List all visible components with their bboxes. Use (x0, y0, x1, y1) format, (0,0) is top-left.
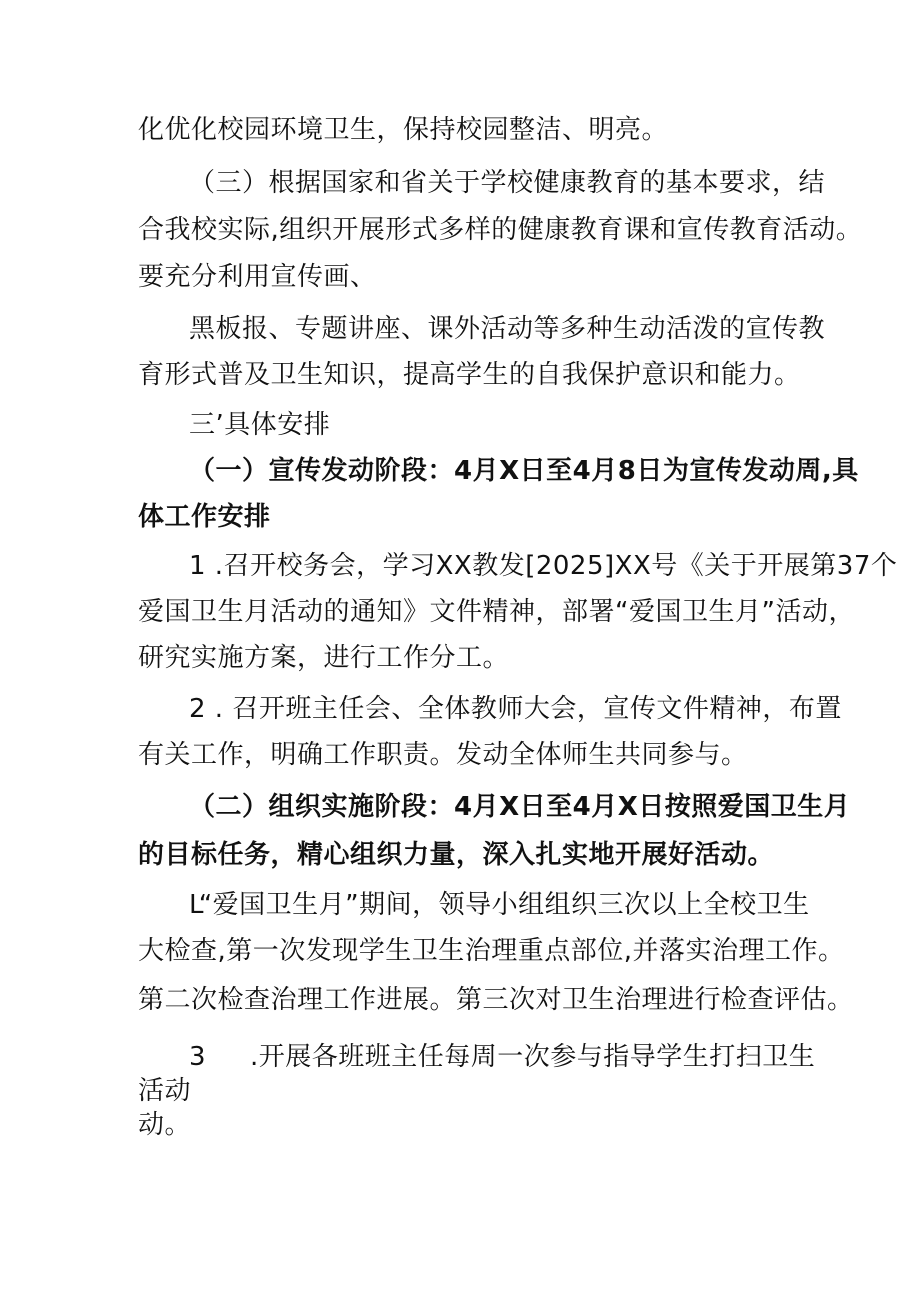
text-line: 黑板报、专题讲座、课外活动等多种生动活泼的宣传教 (189, 314, 826, 344)
list-number: 3 (189, 1042, 207, 1072)
text-line: .开展各班班主任每周一次参与指导学生打扫卫生 (250, 1042, 816, 1072)
subsection-heading-continued: 的目标任务，精心组织力量，深入扎实地开展好活动。 (138, 840, 775, 870)
text-line: 爱国卫生月活动的通知》文件精神，部署“爱国卫生月”活动， (138, 597, 855, 627)
text-line: 大检查,第一次发现学生卫生治理重点部位,并落实治理工作。 (138, 936, 845, 966)
text-line: 研究实施方案，进行工作分工。 (138, 643, 510, 673)
text-line: 育形式普及卫生知识，提高学生的自我保护意识和能力。 (138, 360, 801, 390)
text-line: 要充分利用宣传画、 (138, 262, 377, 292)
text-line: （三）根据国家和省关于学校健康教育的基本要求，结 (189, 168, 826, 198)
text-line: 有关工作，明确工作职责。发动全体师生共同参与。 (138, 740, 748, 770)
text-line: L“爱国卫生月”期间，领导小组组织三次以上全校卫生 (189, 890, 810, 920)
subsection-heading: （二）组织实施阶段：4月X日至4月X日按照爱国卫生月 (189, 792, 851, 822)
text-line: 1 .召开校务会，学习XX教发[2025]XX号《关于开展第37个 (189, 551, 898, 581)
text-line: 化优化校园环境卫生，保持校园整洁、明亮。 (138, 115, 669, 145)
section-heading: 三’具体安排 (189, 410, 331, 440)
text-line: 2 . 召开班主任会、全体教师大会，宣传文件精神，布置 (189, 694, 842, 724)
text-line: 动。 (138, 1110, 192, 1140)
subsection-heading-continued: 体工作安排 (138, 502, 271, 532)
subsection-heading: （一）宣传发动阶段：4月X日至4月8日为宣传发动周,具 (189, 456, 859, 486)
text-line: 活动 (138, 1076, 192, 1106)
text-line: 第二次检查治理工作进展。第三次对卫生治理进行检查评估。 (138, 985, 854, 1015)
text-line: 合我校实际,组织开展形式多样的健康教育课和宣传教育活动。 (138, 215, 863, 245)
